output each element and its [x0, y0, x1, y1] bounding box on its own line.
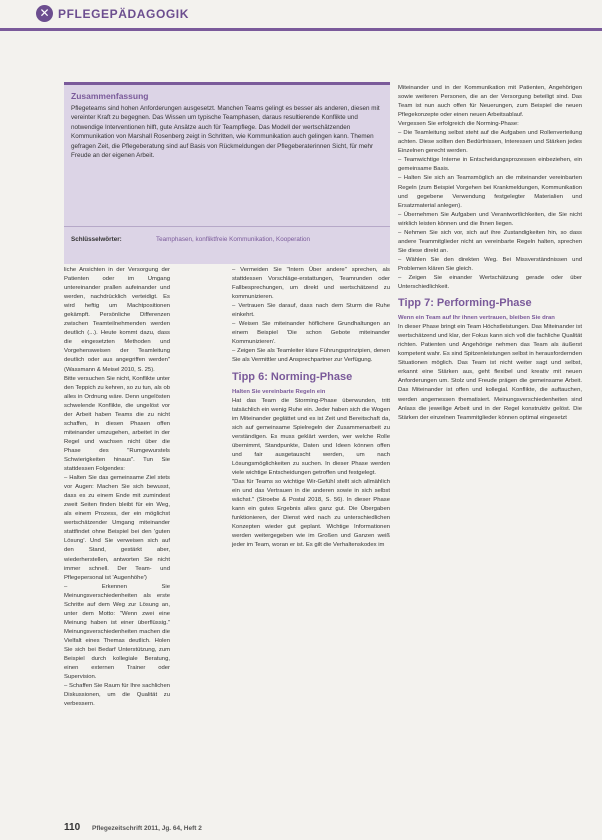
list-item: – Teamwichtige Interne in Entscheidungsprozessen einbeziehen, ein gemeinsame Basis. [398, 157, 582, 173]
list-item: – Halten Sie sich an Teamsmöglich an die miteinander vereinbarten Regeln (zum Beispiel Vorgehen bei Krankmeldungen, Kommunikation und gegebene Verwendung festgelegter Materialien und Ersatzmaterial anlegen). [398, 175, 582, 209]
header-rule [0, 28, 602, 31]
list-item: – Erkennen Sie Meinungsverschiedenheiten als erste Schritte auf dem Weg zur Lösung an, unter dem Motto: "Wenn zwei eine Meinung haben ist einer überflüssig." Meinungsverschiedenheiten machen die Vielfalt eines Themas deutlich. Holen Sie sich bei Bedarf Unterstützung, zum Beispiel durch kollegiale Beratung, einen externen Trainer oder Supervision. [64, 583, 170, 681]
summary-heading: Zusammenfassung [71, 91, 149, 101]
tip-7-heading: Tipp 7: Performing-Phase [398, 297, 532, 310]
tip-7-subheading: Wenn ein Team auf Ihr ihnen vertrauen, bleiben Sie dran [398, 315, 555, 322]
list-item: – Wählen Sie den direkten Weg. Bei Missverständnissen und Problemen klären Sie gleich. [398, 256, 582, 272]
paragraph: Miteinander und in der Kommunikation mit Patienten, Angehörigen sowie weiteren Personen, die an der Versorgung beteiligt sind. Das Team ist nun auch offen für Neuerungen, zum Beispiel die neuen Pflegekonzepte oder einen neuen Arbeitsablauf. [398, 85, 582, 119]
paragraph: Bitte versuchen Sie nicht, Konflikte unter den Teppich zu kehren, so zu tun, als ob alles in Ordnung wäre. Denn ungelösten schwelende Konflikte, die ungelöst vor der Arbeit haben Teams die zu nicht schaffen, in diesen Phasen offen miteinander umzugehen, arbeitet in der Regel und wachsen nicht über die Phase des "Rumgewurstels Schwierigkeiten hinaus". Tun Sie stattdessen Folgendes: [64, 375, 170, 473]
list-item: – Nehmen Sie sich vor, sich auf ihre Zustandigkeiten hin, so dass andere Teammitglieder nicht an vereinbarte Regeln halten, sprechen Sie diese direkt an. [398, 229, 582, 254]
section-title: PFLEGEPÄDAGOGIK [58, 7, 190, 21]
column-2 [232, 266, 390, 550]
list-item: – Halten Sie das gemeinsame Ziel stets vor Augen: Machen Sie sich bewusst, dass es zu einem Ende mit zumindest zweit Seiten finden bleibt für ein Weg, als einem Prozess, der ein möglichst wertschätzender Umgang miteinander stattfindet ohne Beispiel bei den 'guten Lösung'. Und Sie verweisen sich auf den Stand, gestärkt aber, wiederherstellen, antworten Sie nicht immer schnell. Der Team- und Pflegepersonal ist 'Augenhöhe') [64, 475, 170, 581]
list-item: – Zeigen Sie einander Wertschätzung gerade oder über Unterschiedlichkeit. [398, 274, 582, 291]
list-item: – Vertrauen Sie darauf, dass nach dem Sturm die Ruhe einkehrt. [232, 303, 390, 319]
journal-citation: Pflegezeitschrift 2011, Jg. 64, Heft 2 [92, 825, 202, 832]
summary-box [64, 82, 390, 264]
list-item: – Übernehmen Sie Aufgaben und Verantwortlichkeiten, die Sie nicht wirklich leisten können und die Ihnen liegen. [398, 211, 582, 227]
paragraph: Hat das Team die Storming-Phase überwunden, tritt tatsächlich ein wenig Ruhe ein. Jeder haben sich die Wogen im Miteinander geglättet und es ist Zeit und Bereitschaft da, sich auf gemeinsame Spielregeln der Zusammenarbeit zu verständigen. Es muss geklärt werden, wer welche Rolle übernimmt, Standpunkte, Daten und Ideen können offen und fair ausgetauscht werden, um nach Lösungsmöglichkeiten zu suchen. In dieser Phase werden viele wichtige Entscheidungen getroffen und festgelegt. [232, 397, 390, 476]
paragraph: "Das für Teams so wichtige Wir-Gefühl stellt sich allmählich ein und das Vertrauen in die anderen sowie in sich selbst wächst." (Stroebe & Postal 2018, S. 56). In dieser Phase kann ein gutes Ergebnis alles ganz gut. Die Übergaben funktionieren, der Dienst wird nach zu unterschiedlichen Konzepten wieder gut geplant. Wichtige Informationen werden weitergegeben wie im Großen und Ganzen weiß jeder im Team, woran er ist. Es gilt die Verhaltenskodex im [232, 478, 390, 549]
list-item: – Vermeiden Sie "Intern Über andere" sprechen, als stattdessen Vorschläge-erstattungen, Teamrunden oder Fallbesprechungen, um direkt und wertschätzend zu kommunizieren. [232, 267, 390, 301]
keywords-value: Teamphasen, konfliktfreie Kommunikation, Kooperation [156, 236, 311, 243]
page-footer [0, 818, 602, 840]
list-item: – Weisen Sie miteinander höflichere Grundhaltungen an einem Beispiel 'Die schon Gebote miteinander Kommunizieren'. [232, 321, 390, 346]
column-1 [64, 266, 170, 709]
paragraph: liche Ansichten in der Versorgung der Patienten oder im Umgang untereinander prallen aufeinander und werden, nachdrücklich verteidigt. Es wird heftig um Machtpositionen gekämpft. Persönliche Differenzen zwischen Teamteilnehmenden werden deutlich (...). Heute kommt dazu, dass die eingesetzten Methoden und Vorgehensweisen der Teamleitung deutlich oder aus angegriffen werden" (Wassmann & Meisel 2010, S. 25). [64, 267, 170, 373]
x-mark-icon: ✕ [36, 5, 53, 22]
list-item: – Die Teamleitung selbst steht auf die Aufgaben und Rollenverteilung achten. Diese sollten den Bedürfnissen, Interessen und Stärken jedes Einzelnen gerecht werden. [398, 130, 582, 155]
paragraph: In dieser Phase bringt ein Team Höchstleistungen. Das Miteinander ist wertschätzend und klar, der Fokus kann sich voll die fachliche Qualität richten. Patienten und Angehörige nehmen das Team als äußerst kompetent wahr. Es sind Spitzenleistungen selbst in herausfordernden Situationen möglich. Das Team ist nicht weiter sagt und selbst, erkannt eine Stärken aus, geht flexibel und kreativ mit neuen Anforderungen um. Stolz und Freude prägen die gemeinsame Arbeit. Das Miteinander ist offen und kollegial. Konflikte, die auftauchen, werden angemessen thematisiert. Meinungsverschiedenheiten sind Anlass die jeweilige Arbeit und in der Regel konstruktiv gelöst. Die Stärken der einzelnen Teammitglieder können optimal eingesetzt [398, 324, 582, 421]
page-number: 110 [64, 822, 81, 833]
list-item: – Schaffen Sie Raum für Ihre sachlichen Diskussionen, um die Qualität zu verbessern. [64, 683, 170, 708]
summary-text: Pflegeteams sind hohen Anforderungen ausgesetzt. Manchen Teams gelingt es besser als anderen, diesen mit vereinter Kraft zu begegnen. Das Wissen um typische Teamphasen, daraus resultierende Konflikte und notwendige Interventionen hilft, gute Ansätze auch für Teampflege. Das Modell der wertschätzenden Kommunikation von Marshall Rosenberg zeigt in Schritten, wie Kommunikation auch gelingen kann. Themen gefragen Zeit, die Pflegeberatung sind auf Basis von Rückmeldungen der Pflegeberaterinnen Sicht, für mehr Freude an der eigenen Arbeit. [71, 105, 380, 160]
column-3 [398, 84, 582, 423]
tip-6-subheading: Halten Sie vereinbarte Regeln ein [232, 388, 326, 395]
page-header [0, 0, 602, 48]
keywords-label: Schlüsselwörter: [71, 236, 122, 243]
paragraph: Vergessen Sie erfolgreich die Norming-Phase: [398, 121, 519, 128]
keywords-row [64, 226, 390, 264]
list-item: – Zeigen Sie als Teamleiter klare Führungsprinzipien, denen Sie als Vermittler und Ansprechpartner zur Verfügung. [232, 348, 390, 364]
tip-6-heading: Tipp 6: Norming-Phase [232, 370, 353, 383]
